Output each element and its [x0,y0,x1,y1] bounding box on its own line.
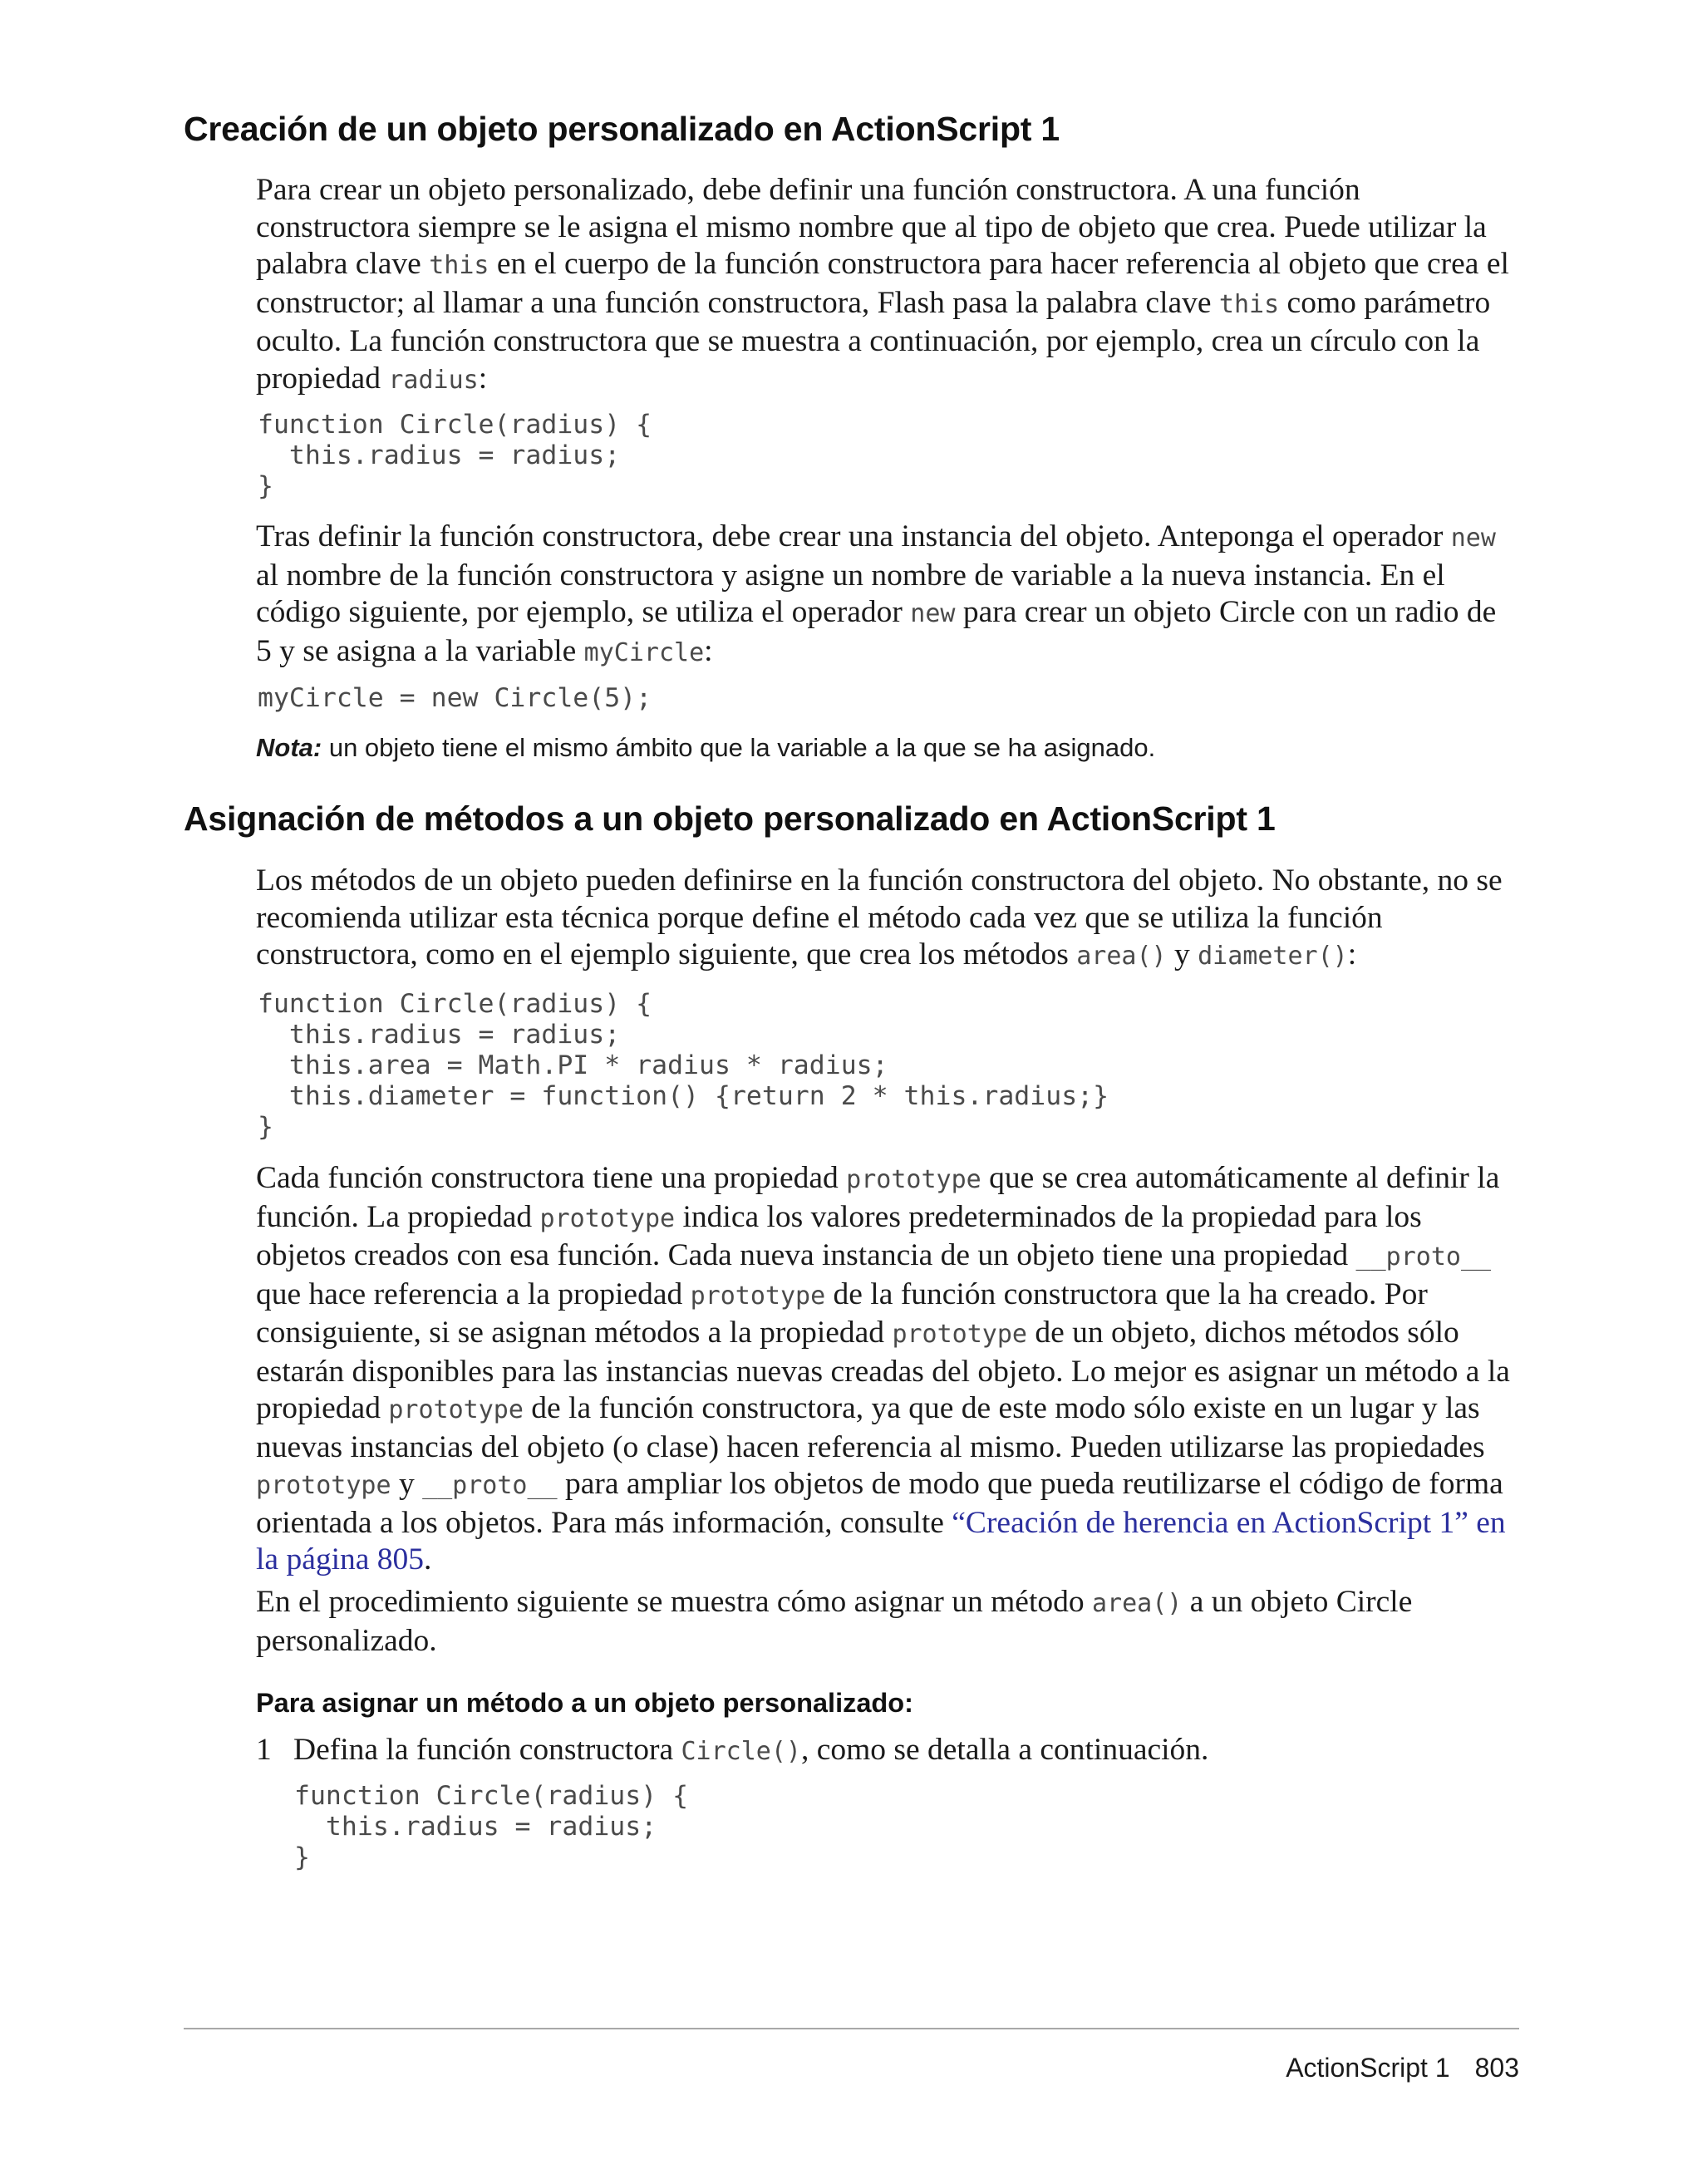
note: Nota: un objeto tiene el mismo ámbito que la variable a la que se ha asignado. [256,733,1156,762]
inline-code: diameter() [1198,942,1348,971]
paragraph-prototype: Cada función constructora tiene una propiedad prototype que se crea automáticamente al definir la función. La propiedad prototype indica los valores predeterminados de la propiedad para los objetos creados con esa función. Cada nueva instancia de un objeto tiene una propiedad __proto__ que hace referencia a la propiedad prototype de la función constructora que la ha creado. Por consiguiente, si se asignan métodos a la propiedad prototype de un objeto, dichos métodos sólo estarán disponibles para las instancias nuevas creadas del objeto. Lo mejor es asignar un método a la propiedad prototype de la función constructora, ya que de este modo sólo existe en un lugar y las nuevas instancias del objeto (o clase) hacen referencia al mismo. Pueden utilizarse las propiedades prototype y __proto__ para ampliar los objetos de modo que pueda reutilizarse el código de forma orientada a los objetos. Para más información, consulte “Creación de herencia en ActionScript 1” en la página 805. [256,1161,1510,1577]
note-label: Nota: [256,733,322,762]
inline-code: area() [1091,1589,1183,1618]
inline-code: new [910,599,956,628]
inline-code: __proto__ [1355,1242,1492,1272]
procedure-step-1: 1 Defina la función constructora Circle(), como se detalla a continuación. [256,1733,1209,1767]
code-block-step-1: function Circle(radius) { this.radius = radius; } [294,1781,689,1872]
inline-code: this [1218,289,1280,319]
inline-code: prototype [388,1395,524,1424]
paragraph-new-instance: Tras definir la función constructora, debe crear una instancia del objeto. Anteponga el operador new al nombre de la función constructora y asigne un nombre de variable a la nueva instancia. En el código siguiente, por ejemplo, se utiliza el operador new para crear un objeto Circle con un radio de 5 y se asigna a la variable myCircle: [256,519,1497,668]
inline-code: new [1450,524,1496,553]
cross-reference-link[interactable]: “Creación de herencia en ActionScript 1” en la página 805 [256,1505,1506,1577]
inline-code: area() [1076,942,1167,971]
footer-section: ActionScript 1 [1286,2053,1450,2083]
section-heading-creacion: Creación de un objeto personalizado en ActionScript 1 [184,110,1060,148]
paragraph-procedure-intro: En el procedimiento siguiente se muestra cómo asignar un método area() a un objeto Circle personalizado. [256,1585,1413,1658]
procedure-title: Para asignar un método a un objeto personalizado: [256,1688,913,1718]
footer-divider [184,2028,1519,2029]
inline-code: Circle() [681,1737,801,1766]
code-block-constructor: function Circle(radius) { this.radius = radius; } [258,410,652,501]
inline-code: prototype [846,1165,981,1194]
paragraph-methods-intro: Los métodos de un objeto pueden definirse en la función constructora del objeto. No obstante, no se recomienda utilizar esta técnica porque define el método cada vez que se utiliza la función constructora, como en el ejemplo siguiente, que crea los métodos area() y diameter(): [256,863,1503,971]
page-number: 803 [1474,2053,1519,2083]
inline-code: prototype [892,1320,1027,1349]
inline-code: prototype [256,1471,391,1500]
inline-code: prototype [690,1281,826,1311]
section-heading-asignacion: Asignación de métodos a un objeto personalizado en ActionScript 1 [184,799,1276,838]
inline-code: this [429,251,489,280]
inline-code: __proto__ [422,1471,558,1500]
inline-code: radius [388,365,479,395]
paragraph-constructor-intro: Para crear un objeto personalizado, debe definir una función constructora. A una función constructora siempre se le asigna el mismo nombre que al tipo de objeto que crea. Puede utilizar la palabra clave this en el cuerpo de la función constructora para hacer referencia al objeto que crea el constructor; al llamar a una función constructora, Flash pasa la palabra clave this como parámetro oculto. La función constructora que se muestra a continuación, por ejemplo, crea un círculo con la propiedad radius: [256,173,1509,396]
code-block-methods: function Circle(radius) { this.radius = radius; this.area = Math.PI * radius * radius; this.diameter = function() {return 2 * this.radius;} } [258,989,1109,1142]
inline-code: prototype [539,1203,676,1233]
inline-code: myCircle [583,637,705,667]
code-block-new-circle: myCircle = new Circle(5); [258,683,652,713]
page-footer [1286,2053,1519,2083]
step-number: 1 [256,1733,272,1767]
